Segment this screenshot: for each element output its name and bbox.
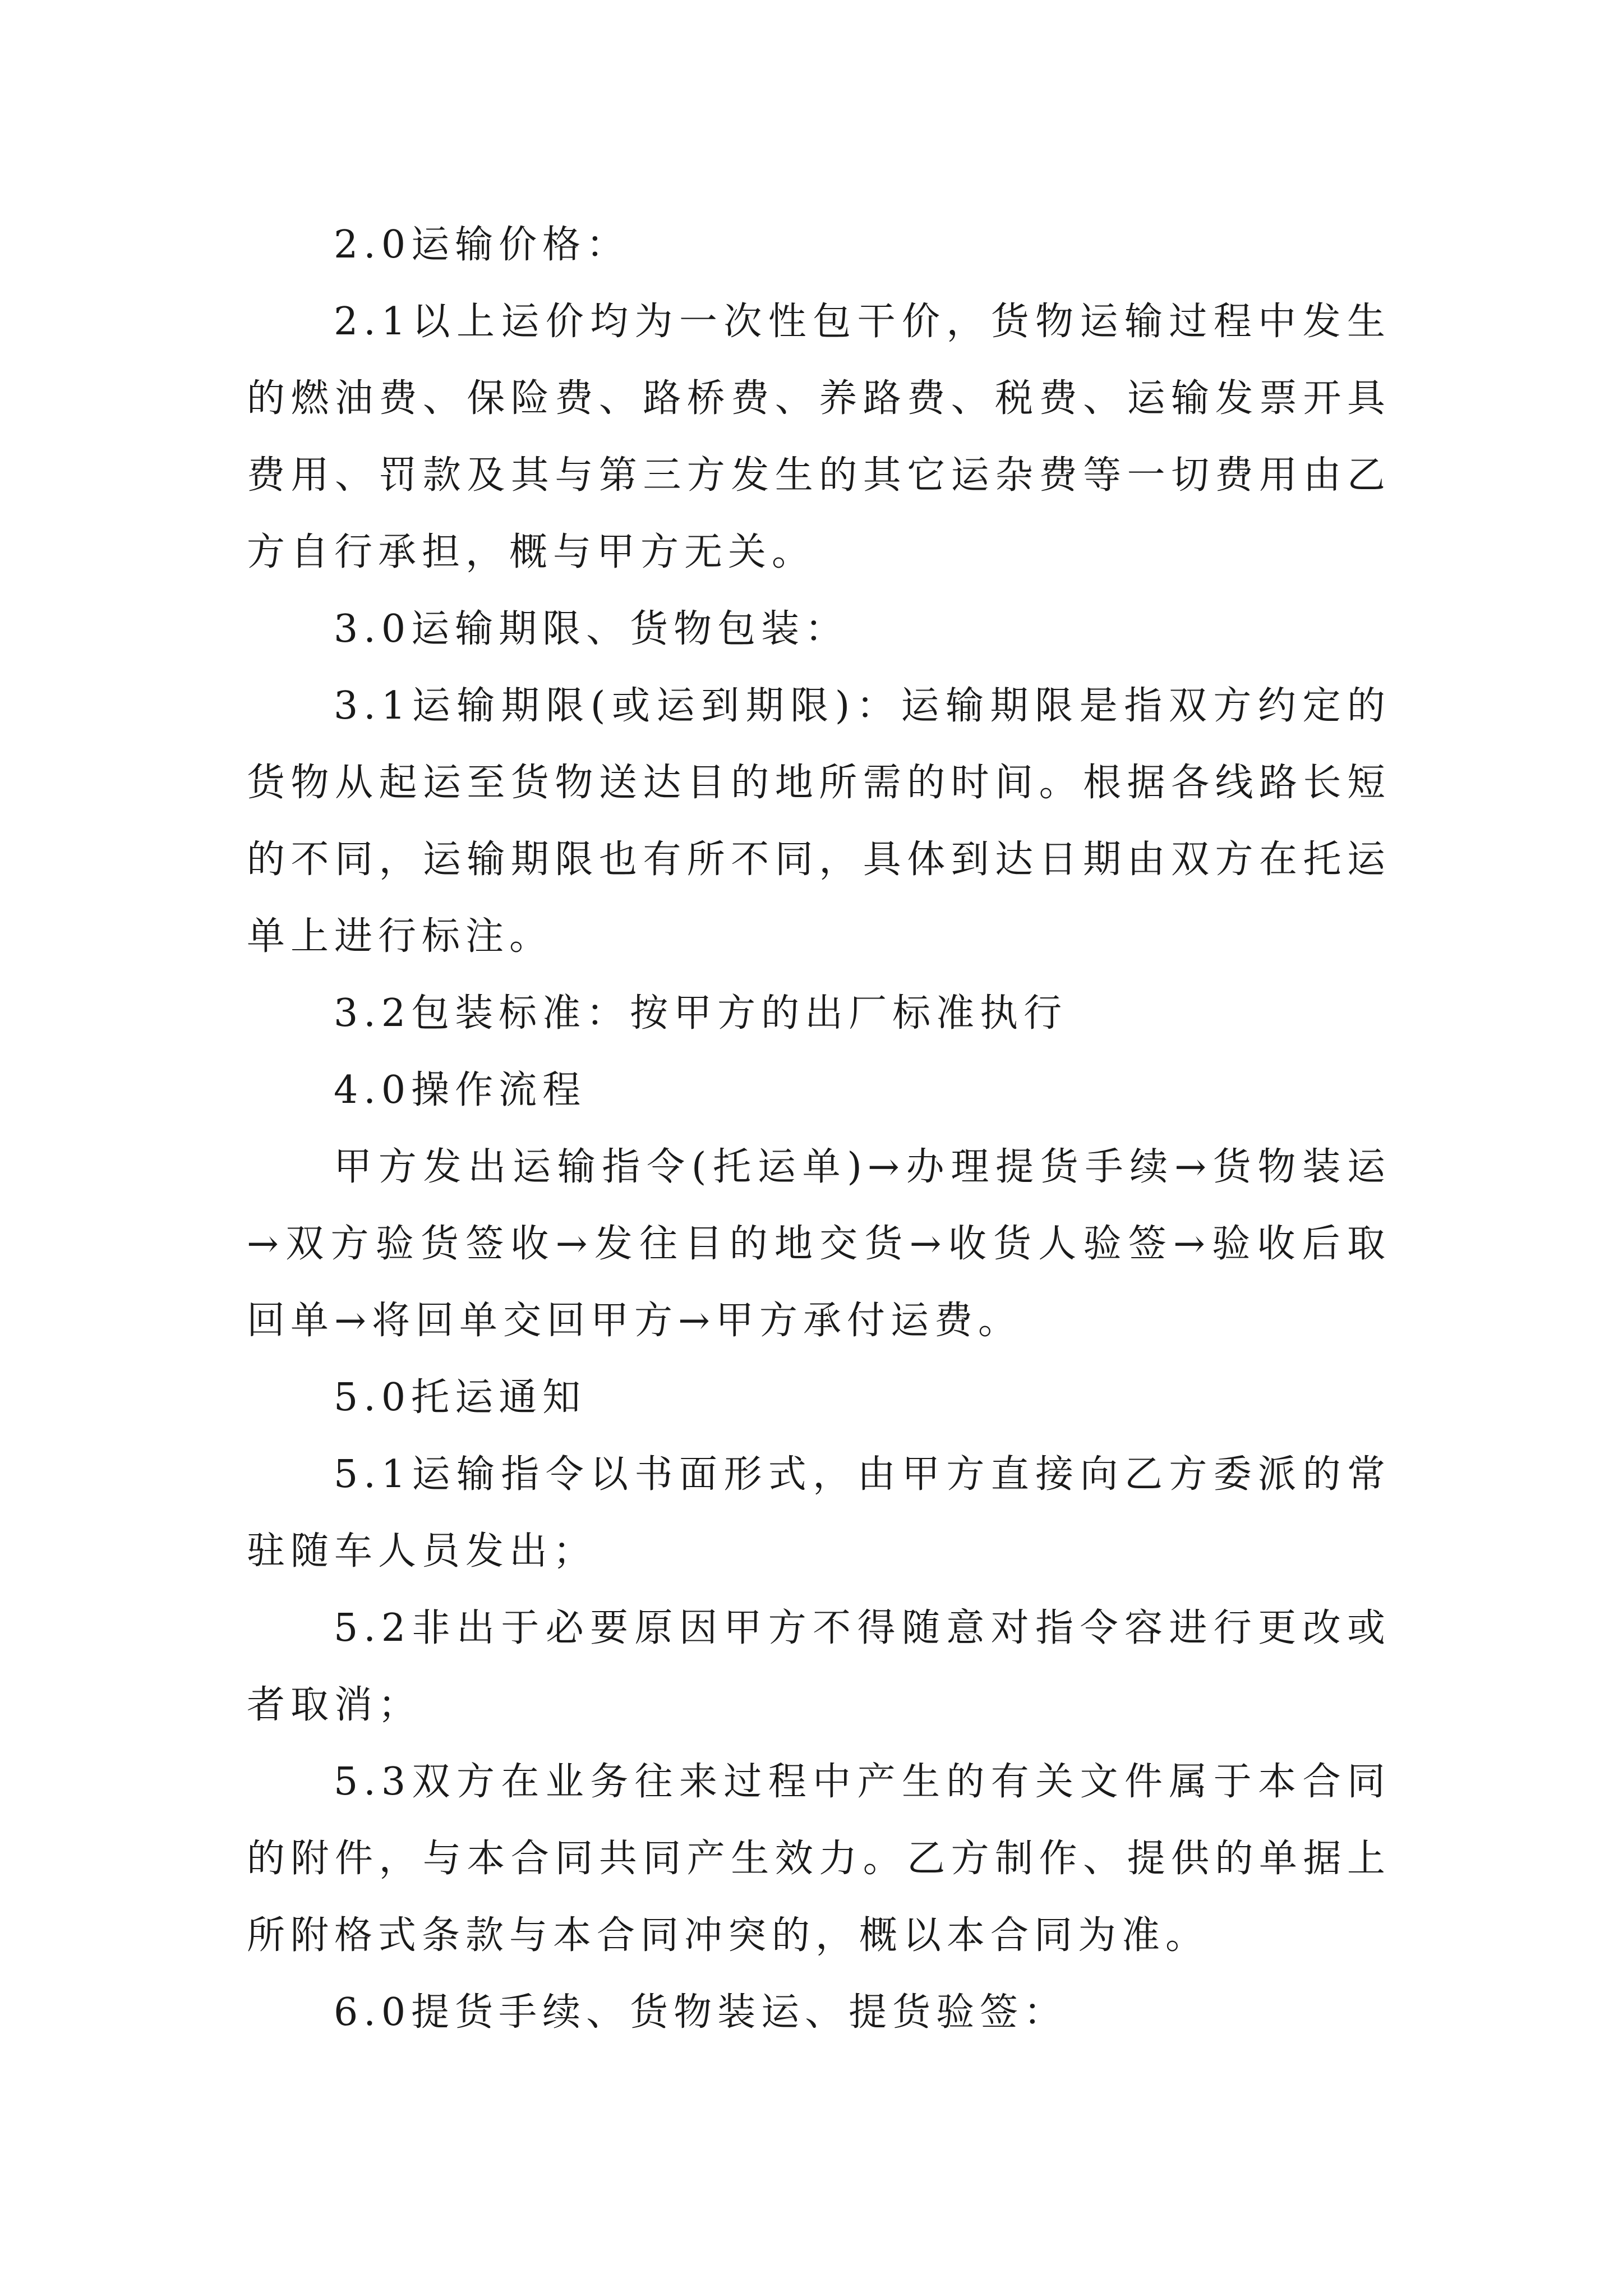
clause-3-2: 3.2包装标准：按甲方的出厂标准执行 bbox=[334, 991, 1068, 1036]
clause-5-3: 5.3双方在业务往来过程中产生的有关文件属于本合同的附件，与本合同共同产生效力。乙方制作、提供的单据上所附格式条款与本合同冲突的，概以本合同为准。 bbox=[247, 1760, 1391, 1958]
document-body bbox=[247, 206, 1391, 2051]
heading-transport-period-packaging: 3.0运输期限、货物包装： bbox=[334, 607, 849, 651]
heading-shipping-notice: 5.0托运通知 bbox=[334, 1375, 587, 1420]
heading-transport-price: 2.0运输价格： bbox=[334, 223, 630, 267]
heading-operation-flow: 4.0操作流程 bbox=[334, 1068, 587, 1112]
clause-5-2: 5.2非出于必要原因甲方不得随意对指令容进行更改或者取消； bbox=[247, 1606, 1391, 1727]
operation-flow-text: 甲方发出运输指令(托运单)→办理提货手续→货物装运→双方验货签收→发往目的地交货→收货人验签→验收后取回单→将回单交回甲方→甲方承付运费。 bbox=[247, 1145, 1391, 1343]
clause-3-1: 3.1运输期限(或运到期限)：运输期限是指双方约定的货物从起运至货物送达目的地所需的时间。根据各线路长短的不同，运输期限也有所不同，具体到达日期由双方在托运单上进行标注。 bbox=[247, 684, 1391, 959]
clause-5-1: 5.1运输指令以书面形式，由甲方直接向乙方委派的常驻随车人员发出； bbox=[247, 1452, 1391, 1573]
clause-2-1: 2.1以上运价均为一次性包干价，货物运输过程中发生的燃油费、保险费、路桥费、养路费、税费、运输发票开具费用、罚款及其与第三方发生的其它运杂费等一切费用由乙方自行承担，概与甲方无关。 bbox=[247, 300, 1391, 574]
heading-pickup-loading-inspection: 6.0提货手续、货物装运、提货验签： bbox=[334, 1990, 1068, 2035]
